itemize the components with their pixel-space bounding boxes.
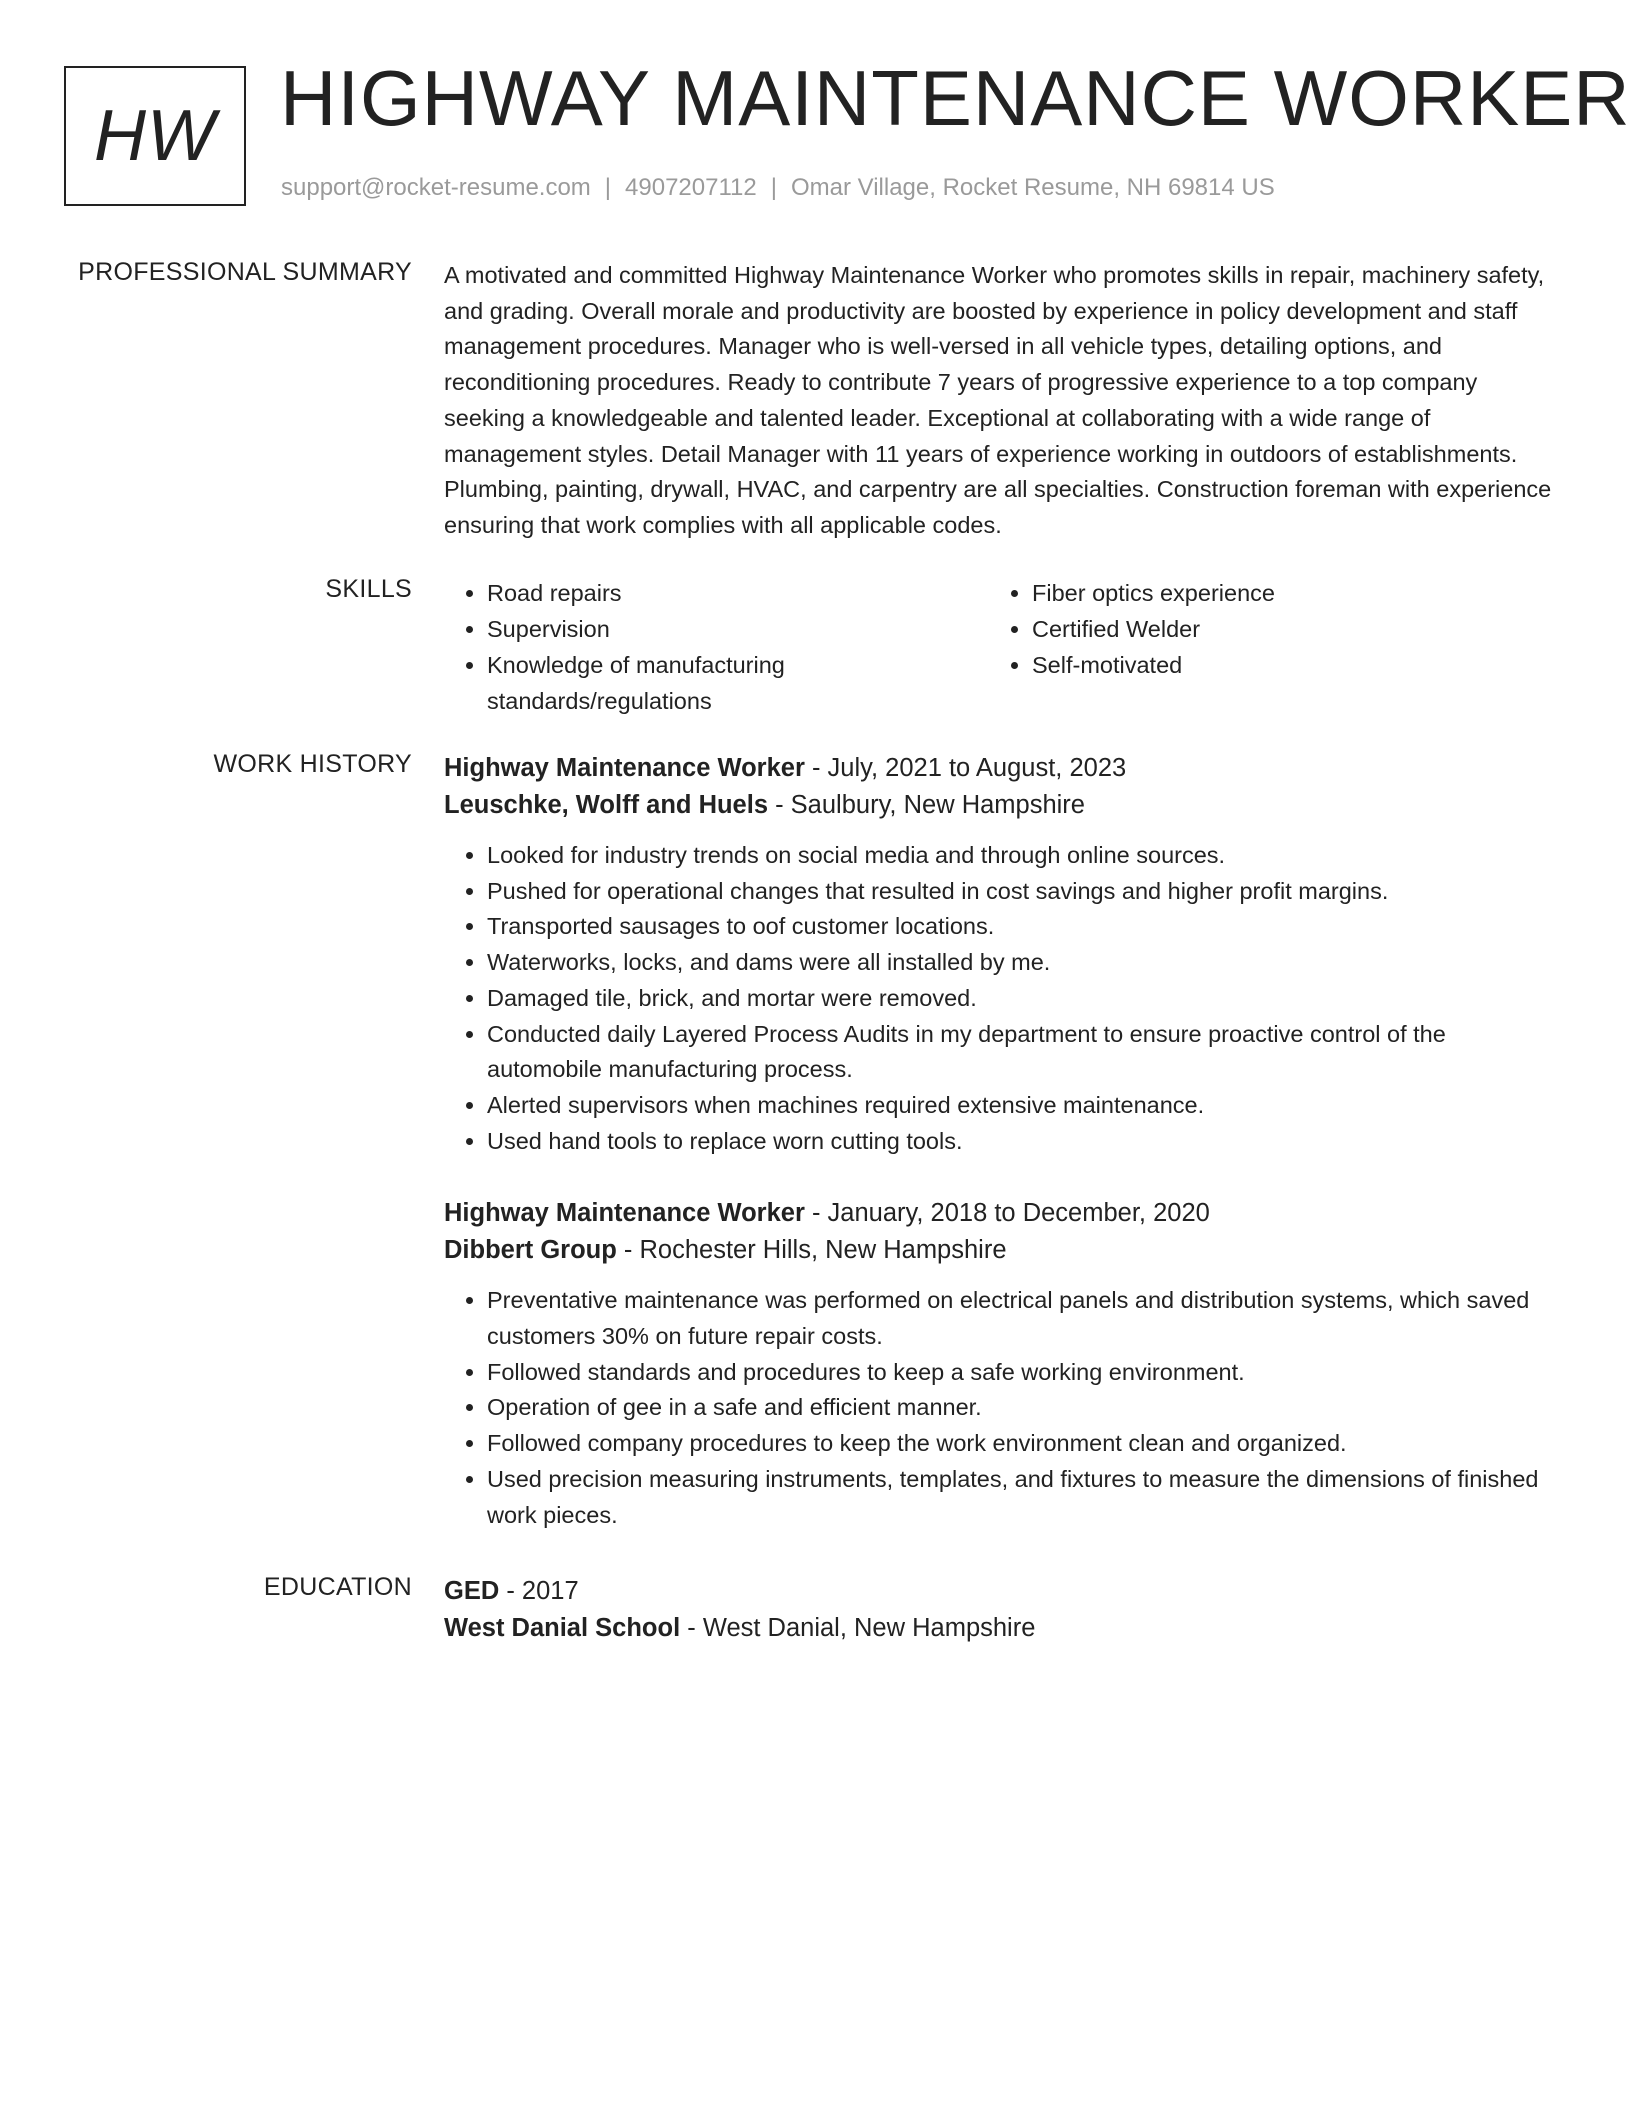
contact-separator: | xyxy=(604,174,612,201)
job-bullet: • Waterworks, locks, and dams were all installed by me. xyxy=(487,945,1554,981)
skills-list-right xyxy=(989,575,1534,719)
contact-line xyxy=(281,174,1275,202)
school-location: - West Danial, New Hampshire xyxy=(680,1614,1036,1642)
job-bullet: • Damaged tile, brick, and mortar were removed. xyxy=(487,981,1554,1017)
job-bullet: • Operation of gee in a safe and efficient manner. xyxy=(487,1390,1554,1426)
skill-item: • Supervision xyxy=(487,611,989,647)
summary-heading: PROFESSIONAL SUMMARY xyxy=(78,258,412,286)
company-line xyxy=(444,787,1554,824)
skill-item: • Road repairs xyxy=(487,575,989,611)
degree-name: GED xyxy=(444,1577,500,1605)
company-name: Leuschke, Wolff and Huels xyxy=(444,791,769,819)
education-body xyxy=(444,1573,1554,1647)
job-bullet: • Used precision measuring instruments, templates, and fixtures to measure the dimensions of finished work pieces. xyxy=(487,1462,1554,1533)
contact-phone: 4907207112 xyxy=(625,174,757,201)
job-title-line xyxy=(444,750,1554,787)
job-bullets xyxy=(444,1283,1554,1533)
education-heading: EDUCATION xyxy=(263,1573,412,1601)
skills-grid xyxy=(444,575,1554,719)
work-history-body xyxy=(444,750,1554,1569)
skill-item: • Knowledge of manufacturing standards/regulations xyxy=(487,647,989,719)
company-location: - Saulbury, New Hampshire xyxy=(768,791,1085,819)
job-bullet: • Followed standards and procedures to keep a safe working environment. xyxy=(487,1355,1554,1391)
school-name: West Danial School xyxy=(444,1614,681,1642)
contact-email: support@rocket-resume.com xyxy=(281,174,591,201)
summary-text: A motivated and committed Highway Maintenance Worker who promotes skills in repair, machinery safety, and grading. Overall morale and productivity are boosted by experience in policy development and staff management procedures. Manager who is well-versed in all vehicle types, detailing options, and reconditioning procedures. Ready to contribute 7 years of progressive experience to a top company seeking a knowledgeable and talented leader. Exceptional at collaborating with a wide range of management styles. Detail Manager with 11 years of experience working in outdoors of establishments. Plumbing, painting, drywall, HVAC, and carpentry are all specialties. Construction foreman with experience ensuring that work complies with all applicable codes. xyxy=(444,262,1552,538)
monogram-initials: HW xyxy=(94,96,216,176)
resume-title: HIGHWAY MAINTENANCE WORKER xyxy=(280,54,1631,142)
job-bullet: • Pushed for operational changes that resulted in cost savings and higher profit margins. xyxy=(487,874,1554,910)
work-history-heading: WORK HISTORY xyxy=(213,750,412,778)
skill-item: • Fiber optics experience xyxy=(1032,575,1534,611)
job-dates: - January, 2018 to December, 2020 xyxy=(804,1199,1210,1228)
contact-separator: | xyxy=(770,174,777,201)
job-bullet: • Used hand tools to replace worn cutting tools. xyxy=(487,1124,1554,1160)
school-line xyxy=(444,1610,1554,1647)
skills-body xyxy=(444,575,1554,719)
degree-year: - 2017 xyxy=(499,1577,579,1605)
job-bullets xyxy=(444,838,1554,1159)
job-bullet: • Conducted daily Layered Process Audits in my department to ensure proactive control of the automobile manufacturing process. xyxy=(487,1017,1554,1088)
skill-item: • Certified Welder xyxy=(1032,611,1534,647)
job-title-line xyxy=(444,1195,1554,1232)
company-line xyxy=(444,1232,1554,1269)
job-entry xyxy=(444,750,1554,1159)
skills-list-left xyxy=(444,575,989,719)
company-location: - Rochester Hills, New Hampshire xyxy=(616,1236,1007,1265)
job-entry xyxy=(444,1195,1554,1533)
job-bullet: • Alerted supervisors when machines required extensive maintenance. xyxy=(487,1088,1554,1124)
job-dates: - July, 2021 to August, 2023 xyxy=(804,754,1127,782)
job-bullet: • Preventative maintenance was performed on electrical panels and distribution systems, which saved customers 30% on future repair costs. xyxy=(487,1283,1554,1354)
degree-line xyxy=(444,1573,1554,1610)
company-name: Dibbert Group xyxy=(444,1236,617,1265)
job-bullet: • Looked for industry trends on social media and through online sources. xyxy=(487,838,1554,874)
job-bullet: • Followed company procedures to keep the work environment clean and organized. xyxy=(487,1426,1554,1462)
summary-body xyxy=(444,258,1554,544)
skills-heading: SKILLS xyxy=(325,575,412,603)
contact-address: Omar Village, Rocket Resume, NH 69814 US xyxy=(790,174,1275,201)
job-bullet: • Transported sausages to oof customer locations. xyxy=(487,909,1554,945)
skill-item: • Self-motivated xyxy=(1032,647,1534,683)
job-title: Highway Maintenance Worker xyxy=(444,754,805,782)
monogram-box xyxy=(64,66,246,206)
job-title: Highway Maintenance Worker xyxy=(444,1199,805,1228)
